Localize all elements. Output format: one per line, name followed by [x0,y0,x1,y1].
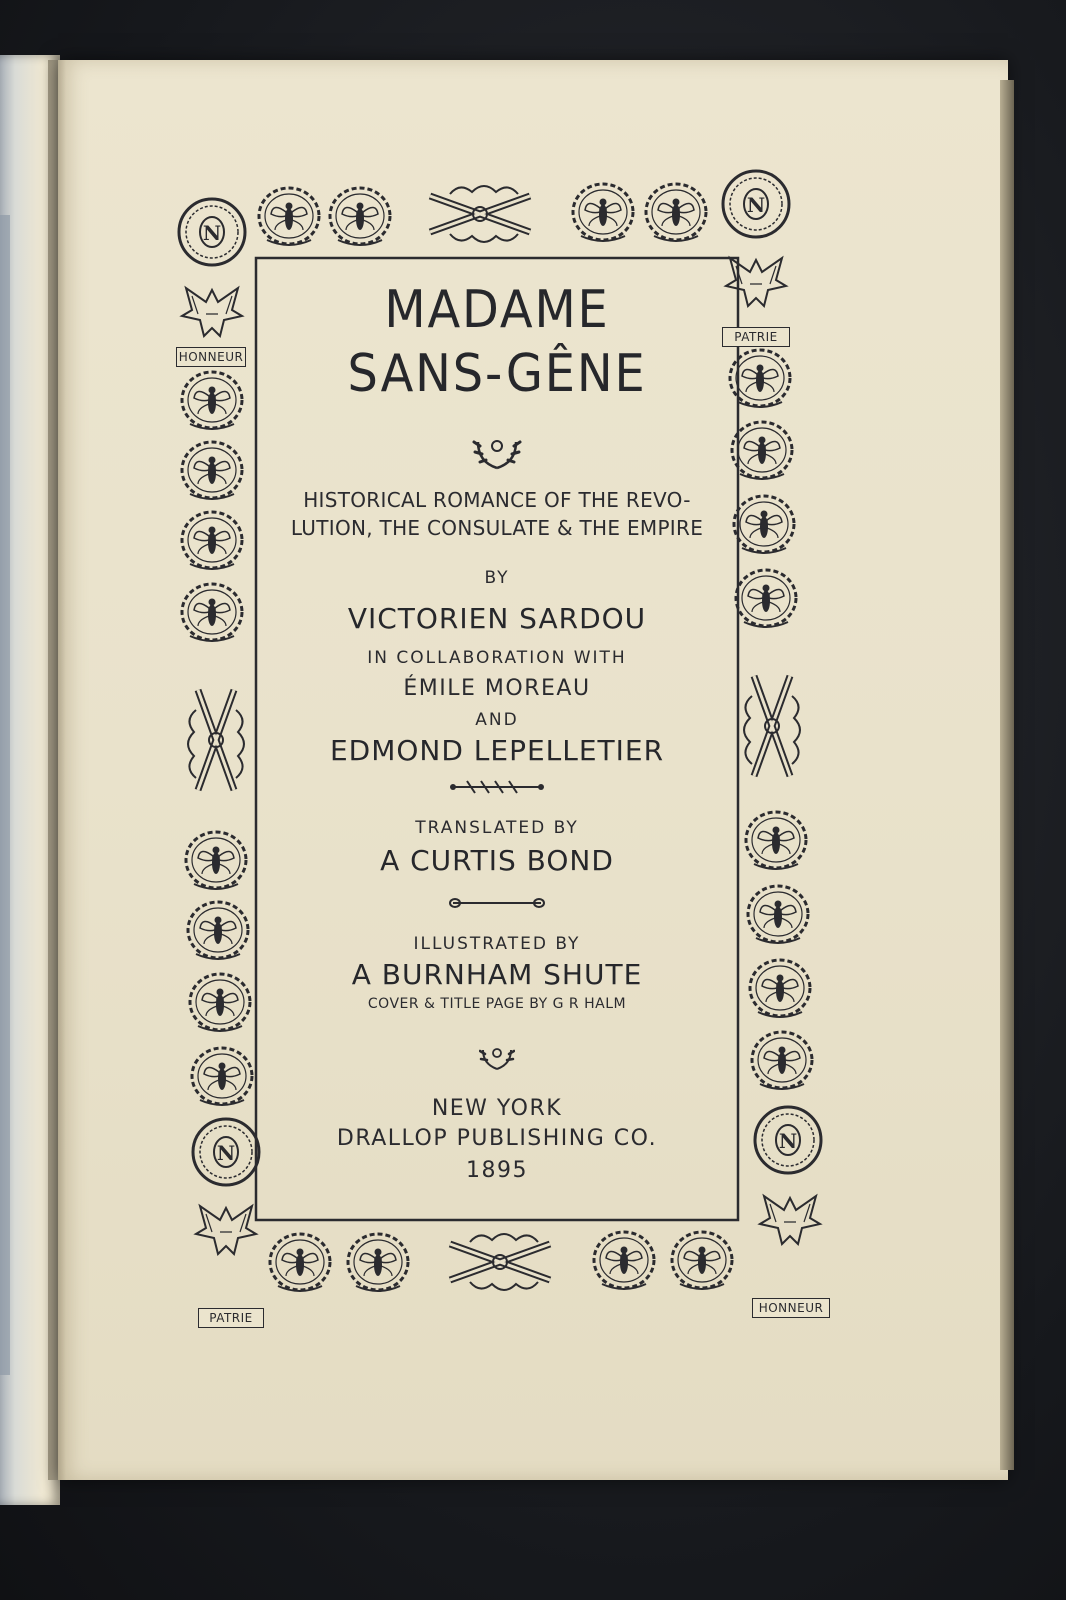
right-bee-7 [750,960,810,1017]
top-bee-2 [330,188,390,245]
medallion-letter-top-left: N [202,221,222,245]
cover-credit: COVER & TITLE PAGE BY G R HALM [367,996,627,1012]
collaboration-label: IN COLLABORATION WITH [367,648,627,668]
bottom-arms [450,1234,550,1290]
right-bee-3 [734,496,794,553]
subtitle-line-1: HISTORICAL ROMANCE OF THE REVO- [303,488,691,512]
left-bee-2 [182,442,242,499]
top-bee-1 [259,188,319,245]
bottom-bee-1 [270,1234,330,1291]
publisher-name: DRALLOP PUBLISHING CO. [336,1126,658,1151]
translator-name: A CURTIS BOND [380,844,614,877]
right-bee-8 [752,1032,812,1089]
bottom-bee-4 [672,1232,732,1289]
illustrator-name: A BURNHAM SHUTE [351,958,643,991]
ornamental-rule-icon [447,778,547,796]
publisher-city: NEW YORK [431,1096,563,1121]
left-bee-1 [182,372,242,429]
book-title-line-1: MADAME [384,280,610,340]
collaborator-2: EDMOND LEPELLETIER [329,734,665,767]
author-name: VICTORIEN SARDOU [347,602,647,635]
label-patrie-bottom-left: PATRIE [198,1308,264,1328]
left-arms [188,690,244,790]
label-honneur-bottom-right: HONNEUR [752,1298,830,1318]
left-bee-4 [182,584,242,641]
right-bee-2 [732,422,792,479]
collaborator-1: ÉMILE MOREAU [403,676,591,701]
top-arms [430,186,530,242]
bottom-left-eagle [196,1206,256,1254]
book-title-line-2: SANS-GÊNE [347,344,647,404]
label-patrie-top-right: PATRIE [722,327,790,347]
right-bee-4 [736,570,796,627]
and-label: AND [475,710,519,730]
publication-year: 1895 [466,1158,528,1183]
bottom-right-eagle [760,1196,820,1244]
bottom-bee-2 [348,1234,408,1291]
translated-by-label: TRANSLATED BY [415,818,579,838]
top-bee-3 [573,184,633,241]
medallion-letter-top-right: N [746,193,766,217]
top-bee-4 [646,184,706,241]
subtitle-line-2: LUTION, THE CONSULATE & THE EMPIRE [290,516,704,540]
ornamental-bar-icon [447,896,547,910]
medallion-letter-bottom-right: N [778,1129,798,1153]
laurel-wreath-icon [472,428,522,472]
right-bee-6 [748,886,808,943]
left-bee-5 [186,832,246,889]
bottom-bee-3 [594,1232,654,1289]
left-bee-6 [188,902,248,959]
left-bee-3 [182,512,242,569]
by-label: BY [484,568,510,588]
right-bee-5 [746,812,806,869]
left-bee-8 [192,1048,252,1105]
right-arms [744,676,800,776]
small-laurel-icon [479,1040,515,1072]
top-left-eagle [182,288,242,336]
medallion-letter-bottom-left: N [216,1141,236,1165]
label-honneur-top-left: HONNEUR [176,347,246,367]
title-panel [258,262,736,1216]
illustrated-by-label: ILLUSTRATED BY [413,934,581,954]
left-bee-7 [190,974,250,1031]
